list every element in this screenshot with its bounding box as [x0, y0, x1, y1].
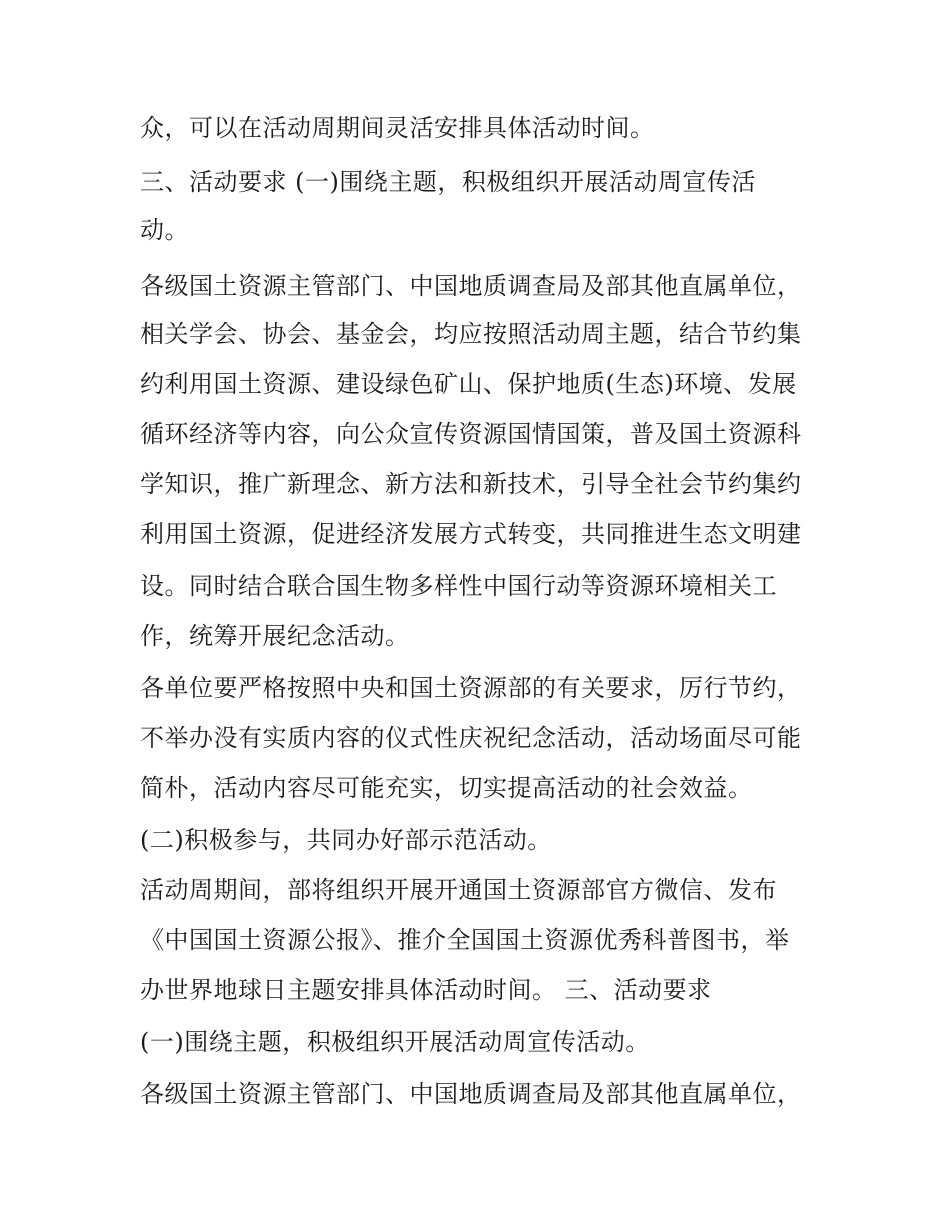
text-line: 设。同时结合联合国生物多样性中国行动等资源环境相关工: [140, 572, 777, 600]
text-line: 办世界地球日主题安排具体活动时间。 三、活动要求: [140, 976, 712, 1004]
text-line: 作，统筹开展纪念活动。: [140, 622, 410, 650]
text-line: 约利用国土资源、建设绿色矿山、保护地质(生态)环境、发展: [140, 370, 797, 398]
text-line: 循环经济等内容，向公众宣传资源国情国策，普及国土资源科: [140, 420, 802, 448]
text-line: (二)积极参与，共同办好部示范活动。: [140, 826, 552, 854]
text-line: 利用国土资源，促进经济发展方式转变，共同推进生态文明建: [140, 520, 802, 548]
text-line: 各级国土资源主管部门、中国地质调查局及部其他直属单位，: [140, 1080, 802, 1108]
text-line: 简朴，活动内容尽可能充实，切实提高活动的社会效益。: [140, 774, 753, 802]
text-line: 《中国国土资源公报》、推介全国国土资源优秀科普图书，举: [140, 926, 790, 954]
text-line: 不举办没有实质内容的仪式性庆祝纪念活动，活动场面尽可能: [140, 724, 802, 752]
text-line: 相关学会、协会、基金会，均应按照活动周主题，结合节约集: [140, 320, 802, 348]
text-line: (一)围绕主题，积极组织开展活动周宣传活动。: [140, 1028, 650, 1056]
text-line: 各级国土资源主管部门、中国地质调查局及部其他直属单位，: [140, 272, 802, 300]
text-line: 众，可以在活动周期间灵活安排具体活动时间。: [140, 114, 655, 142]
text-line: 活动周期间，部将组织开展开通国土资源部官方微信、发布: [140, 876, 777, 904]
text-line: 学知识，推广新理念、新方法和新技术，引导全社会节约集约: [140, 470, 802, 498]
text-line: 三、活动要求 (一)围绕主题，积极组织开展活动周宣传活: [140, 168, 756, 196]
text-line: 动。: [140, 216, 189, 244]
text-line: 各单位要严格按照中央和国土资源部的有关要求，厉行节约，: [140, 674, 802, 702]
